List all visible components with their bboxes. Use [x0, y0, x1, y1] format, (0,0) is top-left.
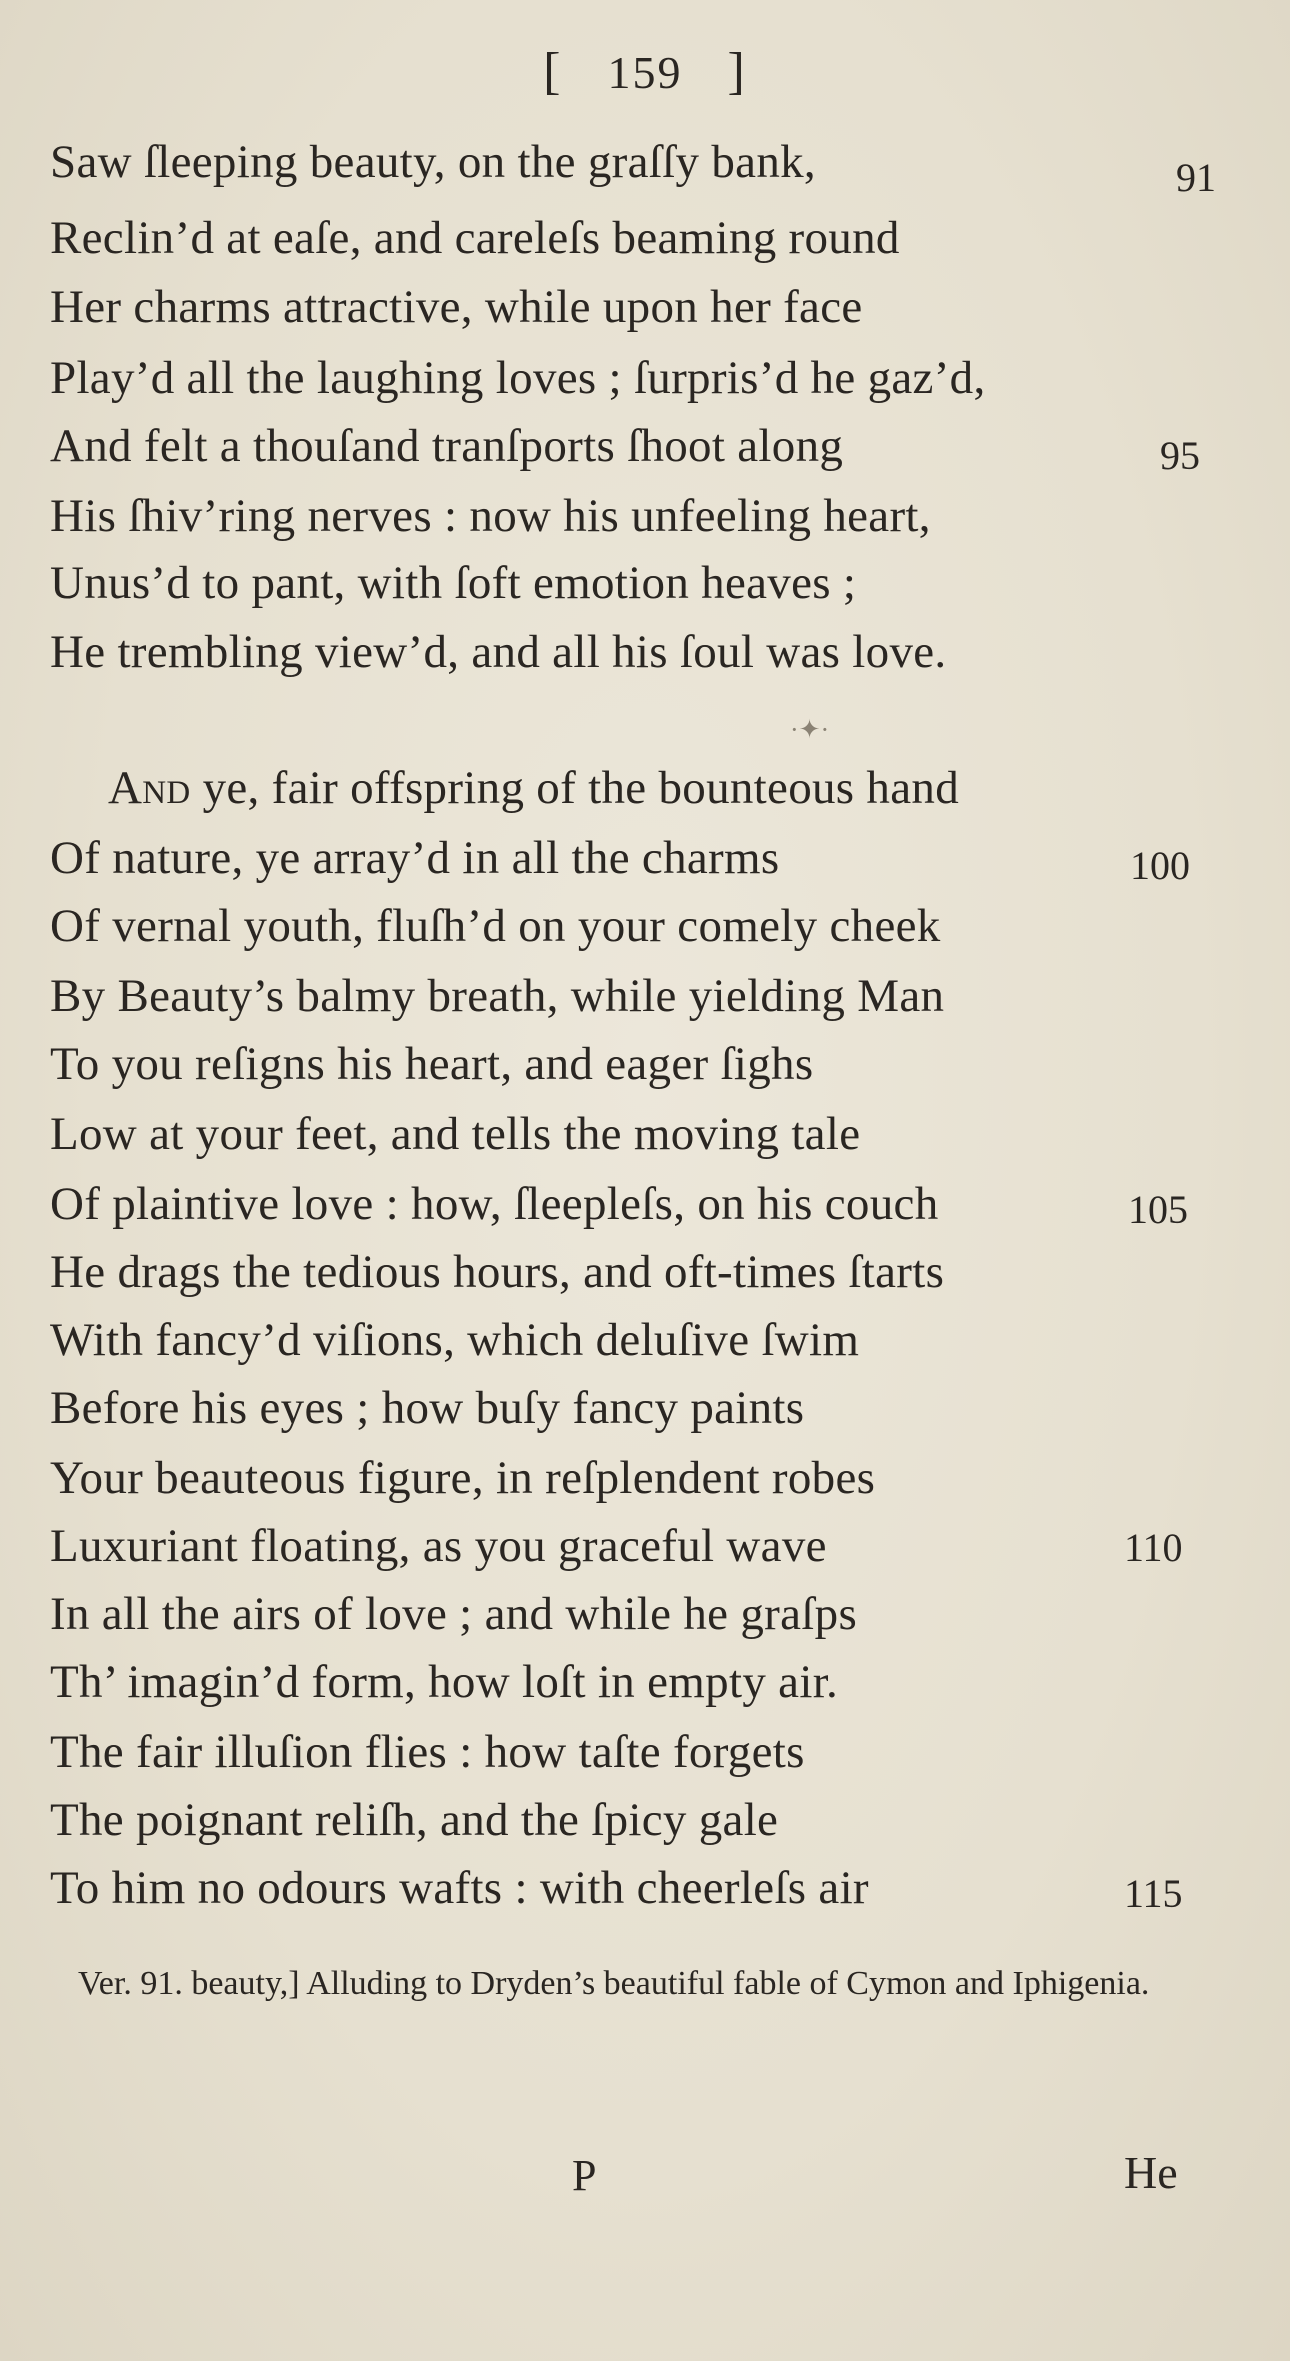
verse-line: Reclin’d at eaſe, and careleſs beaming round [50, 212, 900, 264]
decorative-mark-icon: ·✦· [790, 715, 830, 744]
verse-line: Of nature, ye array’d in all the charms [50, 832, 780, 884]
verse-line: The fair illuſion flies : how taſte forgets [50, 1726, 805, 1778]
verse-line: Play’d all the laughing loves ; ſurpris’d he gaz’d, [50, 352, 986, 404]
page-number: 159 [607, 47, 683, 98]
verse-line: Your beauteous figure, in reſplendent robes [50, 1452, 876, 1504]
verse-line: Before his eyes ; how buſy fancy paints [50, 1382, 805, 1434]
signature-mark: P [572, 2151, 597, 2200]
verse-line: Low at your feet, and tells the moving tale [50, 1108, 861, 1160]
header-right-bracket: ] [727, 43, 747, 100]
line-number-100: 100 [1130, 843, 1190, 888]
line-number-95: 95 [1160, 433, 1200, 478]
line-number-91: 91 [1176, 155, 1216, 200]
verse-line: In all the airs of love ; and while he graſps [50, 1588, 858, 1640]
line-number-115: 115 [1124, 1871, 1183, 1916]
verse-line: Luxuriant floating, as you graceful wave [50, 1520, 827, 1572]
verse-line: To him no odours wafts : with cheerleſs air [50, 1862, 869, 1914]
verse-line: He trembling view’d, and all his ſoul was love. [50, 626, 947, 678]
verse-line: The poignant reliſh, and the ſpicy gale [50, 1794, 779, 1846]
verse-line: With fancy’d viſions, which deluſive ſwim [50, 1314, 860, 1366]
header-left-bracket: [ [543, 43, 563, 100]
verse-line: His ſhiv’ring nerves : now his unfeeling heart, [50, 490, 931, 542]
footnote-reference: Ver. 91. beauty,] [78, 1965, 300, 2002]
verse-line: Th’ imagin’d form, how loſt in empty air. [50, 1656, 839, 1708]
verse-line: He drags the tedious hours, and oft-times ſtarts [50, 1246, 945, 1298]
verse-line: Unus’d to pant, with ſoft emotion heaves ; [50, 557, 857, 609]
verse-line: Of vernal youth, fluſh’d on your comely cheek [50, 900, 941, 952]
verse-line: Saw ſleeping beauty, on the graſſy bank, [50, 136, 816, 188]
opening-word: And [108, 762, 191, 814]
footnote-text: Alluding to Dryden’s beautiful fable of Cymon and Iphigenia. [299, 1965, 1150, 2002]
verse-line: Of plaintive love : how, ſleepleſs, on his couch [50, 1178, 939, 1230]
verse-line: Her charms attractive, while upon her face [50, 281, 863, 333]
verse-line: To you reſigns his heart, and eager ſighs [50, 1038, 814, 1090]
verse-line: By Beauty’s balmy breath, while yielding Man [50, 970, 945, 1022]
opening-line-text: ye, fair offspring of the bounteous hand [190, 762, 959, 814]
verse-line: And felt a thouſand tranſports ſhoot along [50, 420, 844, 472]
verse-line-opening [108, 760, 959, 816]
catchword: He [1124, 2147, 1178, 2198]
line-number-105: 105 [1128, 1187, 1188, 1232]
footnote [38, 1965, 1238, 2002]
page-header [0, 42, 1290, 101]
line-number-110: 110 [1124, 1525, 1183, 1570]
